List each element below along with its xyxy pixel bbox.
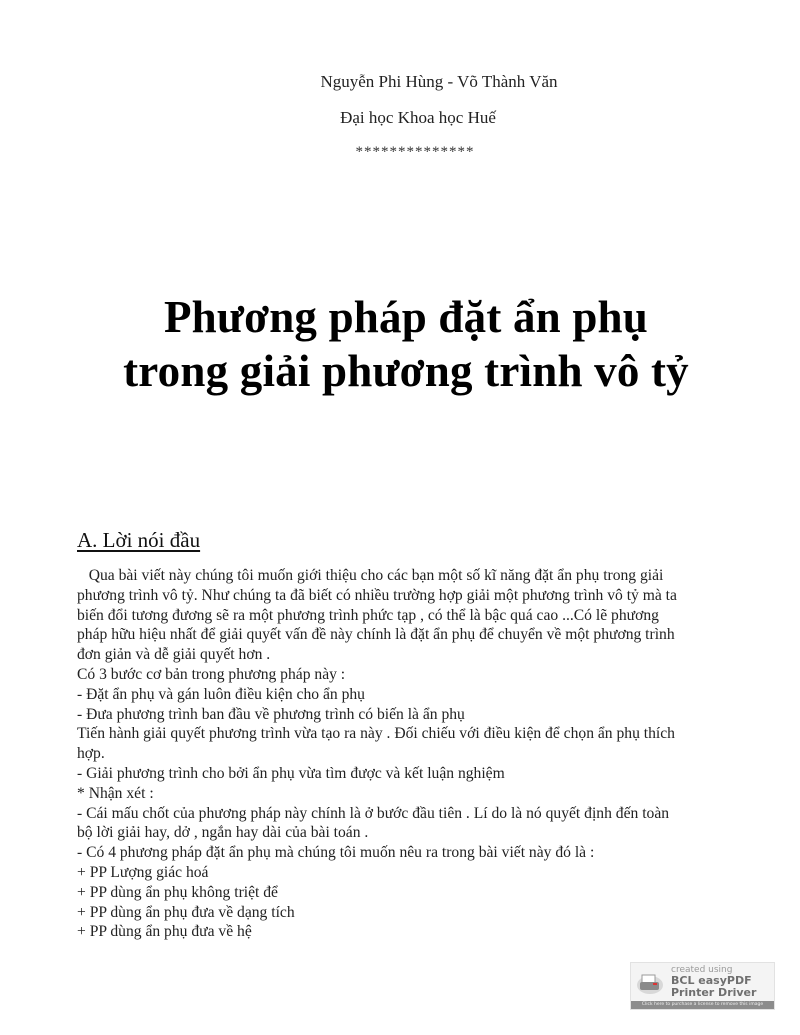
body-line: Qua bài viết này chúng tôi muốn giới thiệu cho các bạn một số kĩ năng đặt ẩn phụ trong giải	[77, 567, 664, 584]
body-line: Tiến hành giải quyết phương trình vừa tạo ra này . Đối chiếu với điều kiện để chọn ẩn phụ thích	[77, 725, 675, 743]
body-line: - Giải phương trình cho bởi ẩn phụ vừa tìm được và kết luận nghiệm	[77, 764, 505, 782]
body-line: - Đặt ẩn phụ và gán luôn điều kiện cho ẩn phụ	[77, 685, 365, 703]
body-line: biến đổi tương đương sẽ ra một phương trình phức tạp , có thể là bậc quá cao ...Có lẽ phương	[77, 606, 659, 624]
section-body	[77, 566, 757, 942]
body-line: * Nhận xét :	[77, 784, 154, 802]
body-line: + PP dùng ẩn phụ không triệt để	[77, 883, 278, 901]
body-line: hợp.	[77, 745, 105, 763]
body-line: - Cái mấu chốt của phương pháp này chính là ở bước đầu tiên . Lí do là nó quyết định đến toàn	[77, 804, 670, 822]
watermark-small-text: created using	[671, 965, 733, 975]
affiliation: Đại học Khoa học Huế	[340, 108, 496, 127]
printer-icon	[636, 971, 664, 995]
body-line: - Đưa phương trình ban đầu về phương trình có biến là ẩn phụ	[77, 705, 465, 723]
body-line: + PP dùng ẩn phụ đưa về dạng tích	[77, 903, 295, 921]
watermark-brand: BCL easyPDF	[671, 974, 752, 987]
body-line: - Có 4 phương pháp đặt ẩn phụ mà chúng tôi muốn nêu ra trong bài viết này đó là :	[77, 844, 595, 862]
watermark-product: Printer Driver	[671, 986, 757, 999]
body-line: Có 3 bước cơ bản trong phương pháp này :	[77, 665, 346, 683]
section-heading: A. Lời nói đầu	[77, 528, 201, 552]
body-line: + PP Lượng giác hoá	[77, 863, 209, 881]
body-line: đơn giản và dễ giải quyết hơn .	[77, 646, 271, 664]
body-line: bộ lời giải hay, dở , ngắn hay dài của bài toán .	[77, 824, 369, 842]
document-title	[0, 290, 800, 398]
body-line: phương trình vô tỷ. Như chúng ta đã biết có nhiều trường hợp giải một phương trình vô tỷ mà ta	[77, 586, 677, 604]
authors: Nguyễn Phi Hùng - Võ Thành Văn	[320, 72, 558, 91]
body-line: pháp hữu hiệu nhất để giải quyết vấn đề này chính là đặt ẩn phụ để chuyển về một phương trình	[77, 626, 675, 644]
title-line-1: Phương pháp đặt ẩn phụ	[163, 292, 649, 342]
title-line-2: trong giải phương trình vô tỷ	[123, 346, 689, 396]
watermark-badge[interactable]	[630, 962, 775, 1010]
body-line: + PP dùng ẩn phụ đưa về hệ	[77, 923, 252, 941]
separator-stars: **************	[355, 144, 475, 160]
watermark-purchase-link[interactable]: Click here to purchase a license to remove this image	[631, 1001, 774, 1009]
